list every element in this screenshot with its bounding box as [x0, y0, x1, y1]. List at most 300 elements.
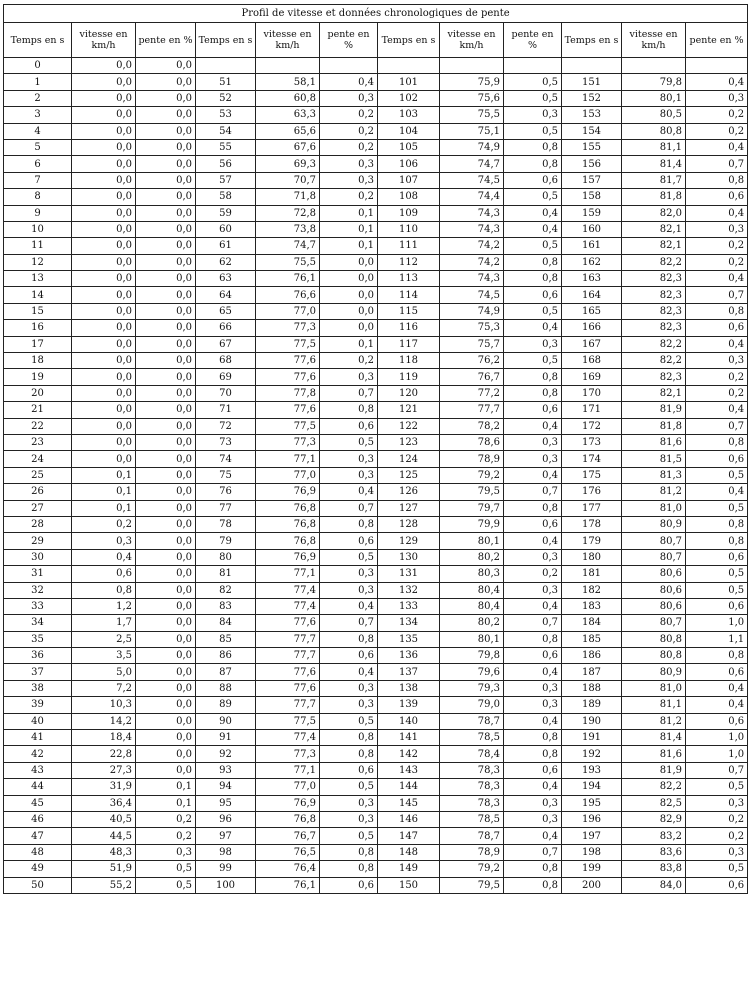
time-cell: 135 [378, 631, 440, 647]
time-cell: 86 [196, 648, 256, 664]
time-cell: 61 [196, 238, 256, 254]
time-cell: 64 [196, 287, 256, 303]
slope-cell: 0,0 [136, 484, 196, 500]
slope-cell: 0,3 [686, 90, 748, 106]
slope-cell: 0,7 [504, 844, 562, 860]
slope-cell: 0,4 [320, 664, 378, 680]
time-cell: 131 [378, 566, 440, 582]
speed-cell: 80,4 [440, 582, 504, 598]
table-row [4, 648, 748, 664]
slope-cell: 0,8 [686, 303, 748, 319]
slope-cell: 0,6 [504, 648, 562, 664]
table-row [4, 353, 748, 369]
speed-cell: 80,5 [622, 107, 686, 123]
slope-cell: 0,2 [686, 238, 748, 254]
speed-cell: 77,2 [440, 385, 504, 401]
speed-cell: 82,3 [622, 271, 686, 287]
time-cell: 95 [196, 795, 256, 811]
slope-cell: 0,0 [136, 680, 196, 696]
time-cell: 45 [4, 795, 72, 811]
slope-cell: 0,3 [504, 680, 562, 696]
speed-cell: 76,8 [256, 516, 320, 532]
speed-cell: 55,2 [72, 877, 136, 893]
slope-cell: 0,3 [320, 566, 378, 582]
time-cell: 0 [4, 58, 72, 74]
time-cell: 182 [562, 582, 622, 598]
time-cell: 8 [4, 189, 72, 205]
table-row [4, 123, 748, 139]
slope-cell: 0,8 [504, 385, 562, 401]
speed-cell: 31,9 [72, 779, 136, 795]
speed-cell: 74,2 [440, 254, 504, 270]
speed-cell: 78,3 [440, 762, 504, 778]
slope-cell: 0,0 [136, 139, 196, 155]
speed-cell: 1,2 [72, 598, 136, 614]
table-row [4, 795, 748, 811]
speed-cell: 77,5 [256, 713, 320, 729]
speed-cell: 58,1 [256, 74, 320, 90]
time-cell: 18 [4, 353, 72, 369]
time-cell: 68 [196, 353, 256, 369]
time-cell: 48 [4, 844, 72, 860]
slope-cell: 0,5 [504, 303, 562, 319]
slope-cell: 0,0 [136, 762, 196, 778]
table-row [4, 713, 748, 729]
slope-cell: 0,8 [320, 861, 378, 877]
time-cell: 190 [562, 713, 622, 729]
slope-cell: 0,0 [136, 107, 196, 123]
time-cell: 79 [196, 533, 256, 549]
slope-cell: 0,6 [686, 877, 748, 893]
time-cell: 2 [4, 90, 72, 106]
time-cell: 134 [378, 615, 440, 631]
speed-cell: 74,3 [440, 205, 504, 221]
header-speed: vitesse en km/h [622, 23, 686, 58]
slope-cell: 0,1 [136, 779, 196, 795]
slope-cell: 0,0 [136, 402, 196, 418]
slope-cell: 0,7 [320, 385, 378, 401]
time-cell: 60 [196, 221, 256, 237]
slope-cell: 0,8 [320, 844, 378, 860]
speed-cell: 80,2 [440, 615, 504, 631]
slope-cell: 0,0 [136, 271, 196, 287]
time-cell: 73 [196, 434, 256, 450]
speed-cell: 77,1 [256, 451, 320, 467]
slope-cell: 0,6 [686, 320, 748, 336]
time-cell: 177 [562, 500, 622, 516]
slope-cell: 0,5 [686, 566, 748, 582]
speed-cell: 0,4 [72, 549, 136, 565]
speed-cell: 0,0 [72, 156, 136, 172]
slope-cell: 0,4 [320, 598, 378, 614]
speed-cell: 0,6 [72, 566, 136, 582]
speed-cell: 74,3 [440, 221, 504, 237]
speed-cell: 0,0 [72, 353, 136, 369]
slope-cell: 0,5 [320, 779, 378, 795]
time-cell: 75 [196, 467, 256, 483]
time-cell: 119 [378, 369, 440, 385]
time-cell: 102 [378, 90, 440, 106]
speed-cell: 81,7 [622, 172, 686, 188]
slope-cell: 0,0 [320, 303, 378, 319]
time-cell: 57 [196, 172, 256, 188]
speed-cell: 76,6 [256, 287, 320, 303]
speed-cell: 80,6 [622, 598, 686, 614]
speed-cell: 81,4 [622, 156, 686, 172]
table-row [4, 598, 748, 614]
speed-cell: 82,3 [622, 303, 686, 319]
time-cell: 151 [562, 74, 622, 90]
time-cell: 125 [378, 467, 440, 483]
speed-cell: 74,7 [256, 238, 320, 254]
speed-cell: 75,6 [440, 90, 504, 106]
speed-cell: 74,5 [440, 172, 504, 188]
speed-cell: 80,7 [622, 533, 686, 549]
speed-cell: 83,6 [622, 844, 686, 860]
empty-cell [686, 58, 748, 74]
speed-cell: 0,0 [72, 254, 136, 270]
slope-cell: 0,8 [686, 172, 748, 188]
slope-cell: 0,6 [686, 549, 748, 565]
slope-cell: 0,0 [136, 254, 196, 270]
speed-cell: 0,0 [72, 58, 136, 74]
slope-cell: 0,0 [136, 336, 196, 352]
speed-cell: 77,6 [256, 615, 320, 631]
time-cell: 180 [562, 549, 622, 565]
speed-cell: 81,0 [622, 680, 686, 696]
slope-cell: 1,0 [686, 615, 748, 631]
speed-cell: 83,2 [622, 828, 686, 844]
table-row [4, 74, 748, 90]
time-cell: 171 [562, 402, 622, 418]
slope-cell: 0,6 [320, 648, 378, 664]
time-cell: 81 [196, 566, 256, 582]
time-cell: 155 [562, 139, 622, 155]
slope-cell: 0,0 [136, 320, 196, 336]
time-cell: 93 [196, 762, 256, 778]
speed-cell: 5,0 [72, 664, 136, 680]
speed-cell: 80,7 [622, 549, 686, 565]
table-row [4, 664, 748, 680]
slope-cell: 0,3 [320, 811, 378, 827]
slope-cell: 0,0 [136, 664, 196, 680]
slope-cell: 0,8 [504, 861, 562, 877]
time-cell: 185 [562, 631, 622, 647]
speed-cell: 77,7 [256, 631, 320, 647]
time-cell: 143 [378, 762, 440, 778]
time-cell: 132 [378, 582, 440, 598]
slope-cell: 0,0 [136, 516, 196, 532]
empty-cell [562, 58, 622, 74]
speed-cell: 77,7 [256, 648, 320, 664]
speed-cell: 0,0 [72, 74, 136, 90]
speed-cell: 78,7 [440, 828, 504, 844]
time-cell: 9 [4, 205, 72, 221]
speed-cell: 71,8 [256, 189, 320, 205]
table-row [4, 746, 748, 762]
slope-cell: 0,4 [504, 320, 562, 336]
time-cell: 51 [196, 74, 256, 90]
speed-cell: 76,9 [256, 795, 320, 811]
time-cell: 101 [378, 74, 440, 90]
slope-cell: 0,6 [504, 402, 562, 418]
table-row [4, 156, 748, 172]
table-row [4, 254, 748, 270]
speed-cell: 80,6 [622, 582, 686, 598]
speed-cell: 0,0 [72, 402, 136, 418]
speed-cell: 74,2 [440, 238, 504, 254]
table-row [4, 139, 748, 155]
time-cell: 10 [4, 221, 72, 237]
slope-cell: 0,2 [136, 828, 196, 844]
time-cell: 106 [378, 156, 440, 172]
speed-cell: 76,4 [256, 861, 320, 877]
slope-cell: 0,0 [320, 271, 378, 287]
speed-cell: 0,0 [72, 434, 136, 450]
speed-cell: 82,1 [622, 221, 686, 237]
speed-cell: 80,6 [622, 566, 686, 582]
slope-cell: 0,8 [320, 516, 378, 532]
time-cell: 35 [4, 631, 72, 647]
time-cell: 52 [196, 90, 256, 106]
slope-cell: 0,6 [686, 189, 748, 205]
speed-cell: 82,5 [622, 795, 686, 811]
slope-cell: 0,4 [504, 713, 562, 729]
empty-cell [622, 58, 686, 74]
slope-cell: 0,4 [686, 680, 748, 696]
speed-cell: 79,5 [440, 484, 504, 500]
speed-cell: 7,2 [72, 680, 136, 696]
speed-cell: 77,0 [256, 467, 320, 483]
table-row [4, 320, 748, 336]
time-cell: 170 [562, 385, 622, 401]
slope-cell: 0,4 [686, 271, 748, 287]
speed-cell: 81,8 [622, 189, 686, 205]
slope-cell: 0,1 [320, 238, 378, 254]
time-cell: 137 [378, 664, 440, 680]
time-cell: 26 [4, 484, 72, 500]
table-row [4, 303, 748, 319]
speed-cell: 80,2 [440, 549, 504, 565]
time-cell: 172 [562, 418, 622, 434]
slope-cell: 1,1 [686, 631, 748, 647]
speed-cell: 75,3 [440, 320, 504, 336]
slope-cell: 0,0 [136, 385, 196, 401]
table-row [4, 434, 748, 450]
speed-cell: 82,3 [622, 320, 686, 336]
time-cell: 136 [378, 648, 440, 664]
speed-cell: 76,2 [440, 353, 504, 369]
time-cell: 77 [196, 500, 256, 516]
slope-cell: 0,2 [686, 811, 748, 827]
speed-cell: 0,1 [72, 467, 136, 483]
time-cell: 19 [4, 369, 72, 385]
speed-cell: 74,9 [440, 303, 504, 319]
speed-cell: 76,9 [256, 484, 320, 500]
slope-cell: 0,5 [320, 549, 378, 565]
speed-cell: 0,0 [72, 172, 136, 188]
speed-cell: 81,0 [622, 500, 686, 516]
time-cell: 37 [4, 664, 72, 680]
slope-cell: 0,0 [320, 320, 378, 336]
time-cell: 160 [562, 221, 622, 237]
speed-cell: 82,1 [622, 385, 686, 401]
slope-cell: 0,5 [504, 238, 562, 254]
time-cell: 47 [4, 828, 72, 844]
time-cell: 108 [378, 189, 440, 205]
time-cell: 98 [196, 844, 256, 860]
speed-cell: 77,0 [256, 303, 320, 319]
speed-cell: 78,9 [440, 451, 504, 467]
slope-cell: 0,2 [504, 566, 562, 582]
time-cell: 67 [196, 336, 256, 352]
header-slope: pente en % [320, 23, 378, 58]
time-cell: 41 [4, 730, 72, 746]
slope-cell: 0,6 [320, 533, 378, 549]
speed-cell: 76,9 [256, 549, 320, 565]
slope-cell: 0,3 [320, 795, 378, 811]
speed-cell: 73,8 [256, 221, 320, 237]
speed-cell: 81,2 [622, 484, 686, 500]
time-cell: 150 [378, 877, 440, 893]
speed-cell: 27,3 [72, 762, 136, 778]
slope-cell: 0,0 [136, 369, 196, 385]
time-cell: 30 [4, 549, 72, 565]
slope-cell: 0,0 [136, 74, 196, 90]
time-cell: 164 [562, 287, 622, 303]
time-cell: 157 [562, 172, 622, 188]
time-cell: 144 [378, 779, 440, 795]
time-cell: 58 [196, 189, 256, 205]
time-cell: 83 [196, 598, 256, 614]
time-cell: 169 [562, 369, 622, 385]
speed-cell: 80,4 [440, 598, 504, 614]
speed-cell: 77,1 [256, 762, 320, 778]
time-cell: 193 [562, 762, 622, 778]
time-cell: 118 [378, 353, 440, 369]
table-row [4, 680, 748, 696]
slope-cell: 0,0 [136, 221, 196, 237]
time-cell: 14 [4, 287, 72, 303]
speed-cell: 79,8 [440, 648, 504, 664]
slope-cell: 0,1 [320, 336, 378, 352]
speed-cell: 0,0 [72, 189, 136, 205]
slope-cell: 0,6 [504, 287, 562, 303]
table-row [4, 549, 748, 565]
slope-cell: 0,7 [504, 615, 562, 631]
table-row [4, 861, 748, 877]
slope-cell: 0,8 [504, 500, 562, 516]
table-row [4, 811, 748, 827]
time-cell: 62 [196, 254, 256, 270]
time-cell: 53 [196, 107, 256, 123]
slope-cell: 0,3 [504, 107, 562, 123]
table-row [4, 205, 748, 221]
time-cell: 97 [196, 828, 256, 844]
time-cell: 196 [562, 811, 622, 827]
time-cell: 42 [4, 746, 72, 762]
speed-cell: 82,3 [622, 287, 686, 303]
slope-cell: 0,8 [686, 516, 748, 532]
time-cell: 188 [562, 680, 622, 696]
time-cell: 22 [4, 418, 72, 434]
speed-cell: 0,0 [72, 287, 136, 303]
speed-cell: 82,1 [622, 238, 686, 254]
time-cell: 149 [378, 861, 440, 877]
slope-cell: 0,2 [320, 353, 378, 369]
slope-cell: 0,2 [686, 254, 748, 270]
table-row [4, 877, 748, 893]
speed-cell: 48,3 [72, 844, 136, 860]
speed-cell: 69,3 [256, 156, 320, 172]
time-cell: 176 [562, 484, 622, 500]
time-cell: 20 [4, 385, 72, 401]
slope-cell: 0,0 [136, 90, 196, 106]
speed-cell: 0,0 [72, 451, 136, 467]
table-row [4, 418, 748, 434]
table-row [4, 90, 748, 106]
slope-cell: 0,4 [504, 533, 562, 549]
slope-cell: 0,6 [504, 516, 562, 532]
table-row [4, 762, 748, 778]
speed-cell: 75,9 [440, 74, 504, 90]
time-cell: 74 [196, 451, 256, 467]
time-cell: 183 [562, 598, 622, 614]
table-row [4, 516, 748, 532]
time-cell: 123 [378, 434, 440, 450]
slope-cell: 0,0 [136, 205, 196, 221]
table-row [4, 566, 748, 582]
time-cell: 15 [4, 303, 72, 319]
time-cell: 12 [4, 254, 72, 270]
time-cell: 195 [562, 795, 622, 811]
time-cell: 59 [196, 205, 256, 221]
time-cell: 96 [196, 811, 256, 827]
speed-cell: 81,8 [622, 418, 686, 434]
time-cell: 158 [562, 189, 622, 205]
table-row [4, 582, 748, 598]
speed-cell: 0,0 [72, 139, 136, 155]
time-cell: 198 [562, 844, 622, 860]
time-cell: 82 [196, 582, 256, 598]
time-cell: 29 [4, 533, 72, 549]
slope-cell: 0,3 [504, 795, 562, 811]
time-cell: 127 [378, 500, 440, 516]
slope-cell: 0,5 [504, 189, 562, 205]
time-cell: 54 [196, 123, 256, 139]
slope-cell: 0,0 [136, 697, 196, 713]
slope-cell: 0,0 [136, 615, 196, 631]
speed-cell: 77,6 [256, 353, 320, 369]
time-cell: 7 [4, 172, 72, 188]
slope-cell: 0,4 [686, 205, 748, 221]
slope-cell: 0,0 [136, 451, 196, 467]
speed-cell: 0,0 [72, 107, 136, 123]
slope-cell: 0,1 [320, 205, 378, 221]
speed-cell: 81,9 [622, 762, 686, 778]
slope-cell: 0,8 [504, 139, 562, 155]
speed-cell: 0,0 [72, 320, 136, 336]
slope-cell: 0,5 [320, 828, 378, 844]
time-cell: 129 [378, 533, 440, 549]
time-cell: 49 [4, 861, 72, 877]
time-cell: 99 [196, 861, 256, 877]
speed-cell: 76,1 [256, 877, 320, 893]
speed-cell: 77,5 [256, 336, 320, 352]
speed-cell: 0,0 [72, 238, 136, 254]
time-cell: 24 [4, 451, 72, 467]
speed-cell: 76,5 [256, 844, 320, 860]
